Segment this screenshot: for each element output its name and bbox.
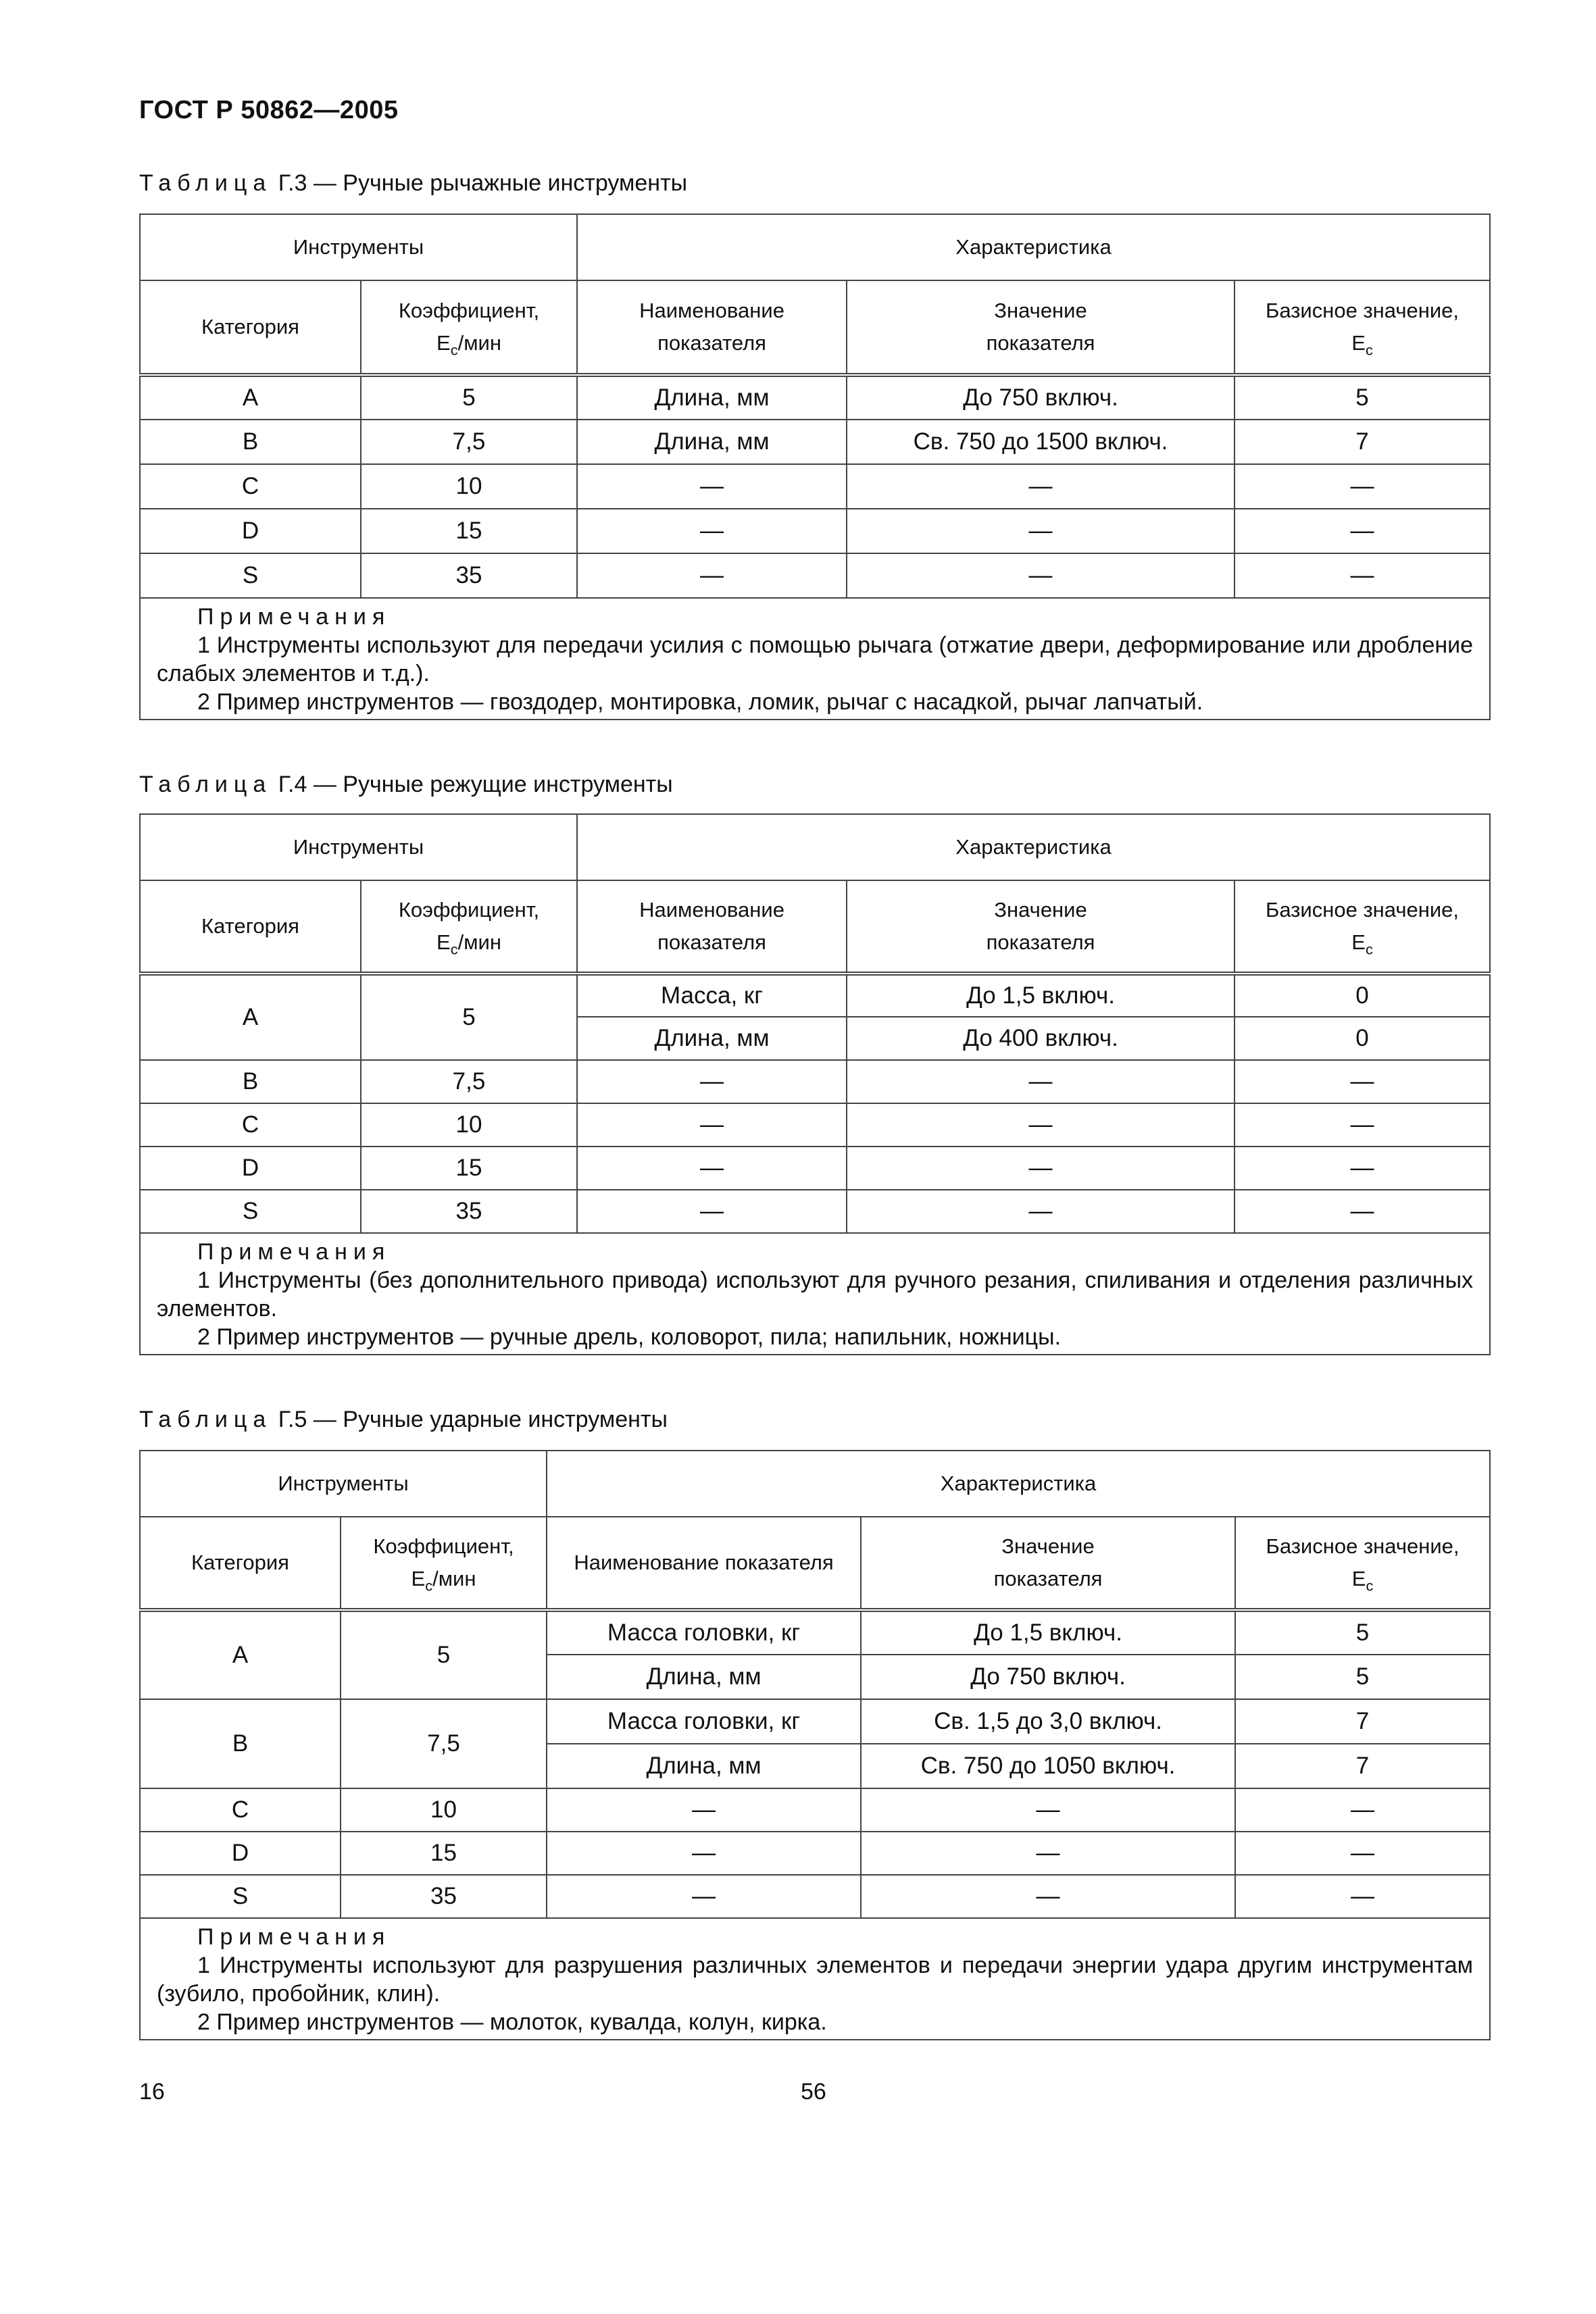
note-1: 1 Инструменты используют для разрушения различных элементов и передачи энергии удара другим инструментам (зубило, пробойник, клин). [157, 1953, 1474, 2007]
table-row: C 10 — — — [140, 1103, 1490, 1147]
table-g5 [139, 1450, 1491, 2040]
header-instruments: Инструменты [140, 1451, 547, 1517]
page-number-left: 16 [139, 2079, 165, 2105]
table-g3-notes [140, 598, 1490, 720]
table-notes-row [140, 598, 1490, 720]
table-g3 [139, 213, 1491, 720]
header-base-value: Базисное значение, $E_c$ [1235, 1517, 1490, 1610]
table-row: S 35 — — — [140, 553, 1490, 598]
header-base-value: Базисное значение, $E_c$ [1235, 280, 1490, 375]
table-row: A 5 Длина, мм До 750 включ. 5 [140, 375, 1490, 420]
note-2: 2 Пример инструментов — молоток, кувалда, колун, кирка. [197, 2009, 827, 2035]
header-indicator-value: Значение показателя [847, 280, 1235, 375]
header-coefficient: Коэффициент, $E_c$/мин [361, 880, 577, 974]
header-indicator-value: Значение показателя [861, 1517, 1235, 1610]
table-row: B 7,5 Масса головки, кг Св. 1,5 до 3,0 включ. 7 [140, 1699, 1490, 1744]
header-indicator-name: Наименование показателя [577, 880, 847, 974]
table-row: A 5 Масса головки, кг До 1,5 включ. 5 [140, 1610, 1490, 1655]
header-instruments: Инструменты [140, 814, 577, 880]
table-row: C 10 — — — [140, 1788, 1490, 1832]
header-characteristic: Характеристика [577, 814, 1490, 880]
table-g4-notes [140, 1233, 1490, 1355]
notes-title: Примечания [197, 1924, 391, 1950]
table-row: Длина, мм До 400 включ. 0 [140, 1017, 1490, 1060]
table-row: S 35 — — — [140, 1875, 1490, 1918]
table-row: D 15 — — — [140, 1147, 1490, 1190]
note-2: 2 Пример инструментов — ручные дрель, коловорот, пила; напильник, ножницы. [197, 1324, 1062, 1350]
header-category: Категория [140, 280, 361, 375]
standard-code: ГОСТ Р 50862—2005 [139, 96, 399, 124]
table-g5-notes [140, 1918, 1490, 2040]
header-coefficient: Коэффициент, $E_c$/мин [361, 280, 577, 375]
table-g4-caption: Таблица Г.4 — Ручные режущие инструменты [139, 772, 673, 797]
header-coefficient: Коэффициент, $E_c$/мин [341, 1517, 547, 1610]
notes-title: Примечания [197, 1239, 391, 1265]
page-number-center: 56 [801, 2079, 826, 2105]
note-1: 1 Инструменты используют для передачи усилия с помощью рычага (отжатие двери, деформирование или дробление слабых элементов и т.д.). [157, 632, 1474, 686]
table-row: D 15 — — — [140, 509, 1490, 553]
header-category: Категория [140, 880, 361, 974]
table-row: S 35 — — — [140, 1190, 1490, 1233]
note-2: 2 Пример инструментов — гвоздодер, монтировка, ломик, рычаг с насадкой, рычаг лапчатый. [197, 689, 1203, 715]
header-indicator-name: Наименование показателя [577, 280, 847, 375]
table-row: B 7,5 Длина, мм Св. 750 до 1500 включ. 7 [140, 420, 1490, 464]
table-row: C 10 — — — [140, 464, 1490, 509]
table-row: D 15 — — — [140, 1832, 1490, 1875]
header-indicator-value: Значение показателя [847, 880, 1235, 974]
header-indicator-name: Наименование показателя [547, 1517, 861, 1610]
table-g5-caption: Таблица Г.5 — Ручные ударные инструменты [139, 1407, 668, 1432]
header-characteristic: Характеристика [577, 214, 1490, 280]
table-notes-row [140, 1233, 1490, 1355]
header-instruments: Инструменты [140, 214, 577, 280]
note-1: 1 Инструменты (без дополнительного привода) используют для ручного резания, спиливания и отделения различных элементов. [157, 1267, 1474, 1322]
table-row: A 5 Масса, кг До 1,5 включ. 0 [140, 974, 1490, 1017]
header-category: Категория [140, 1517, 341, 1610]
header-base-value: Базисное значение, $E_c$ [1235, 880, 1490, 974]
table-row: Длина, мм До 750 включ. 5 [140, 1655, 1490, 1699]
header-characteristic: Характеристика [547, 1451, 1490, 1517]
table-row: Длина, мм Св. 750 до 1050 включ. 7 [140, 1744, 1490, 1788]
table-g4 [139, 813, 1491, 1355]
notes-title: Примечания [197, 604, 391, 630]
table-notes-row [140, 1918, 1490, 2040]
table-g3-caption: Таблица Г.3 — Ручные рычажные инструменты [139, 170, 688, 196]
table-row: B 7,5 — — — [140, 1060, 1490, 1103]
